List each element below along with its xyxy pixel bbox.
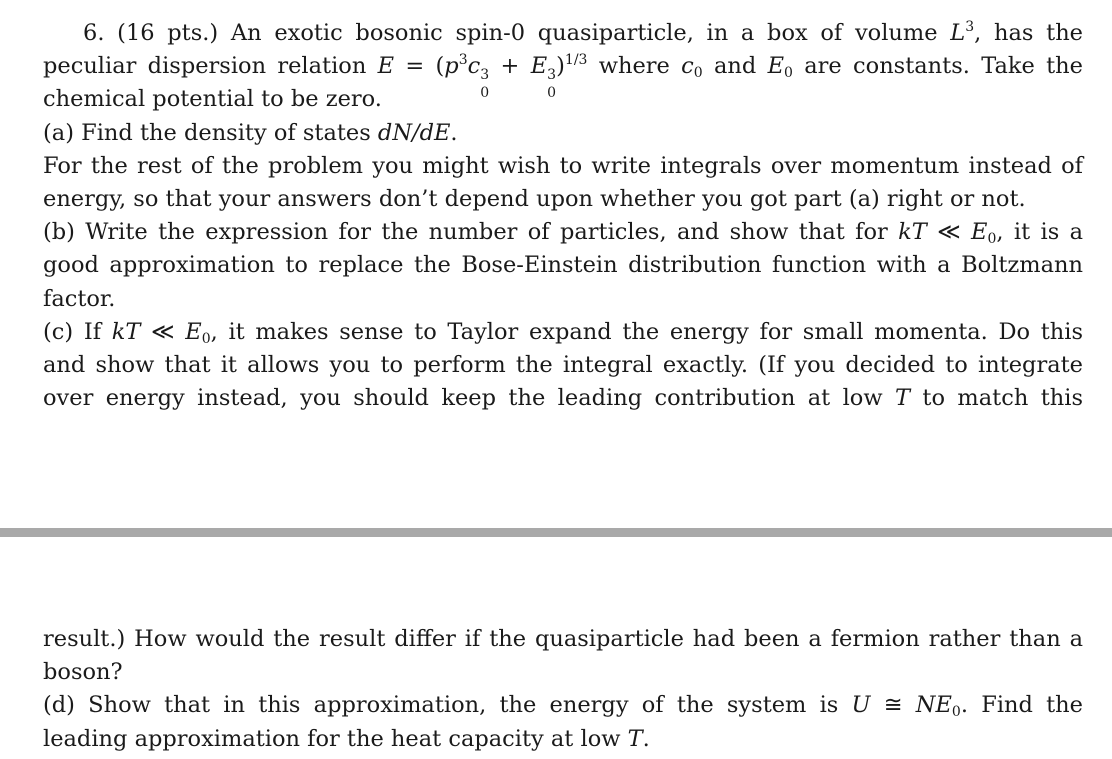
problem-line-14: boson? xyxy=(43,659,123,686)
problem-line-9: factor. xyxy=(43,285,116,312)
problem-line-8: good approximation to replace the Bose-Einstein distribution function with a Boltzmann xyxy=(43,252,1083,279)
problem-line-6: energy, so that your answers don’t depend upon whether you got part (a) right or not. xyxy=(43,185,1026,212)
problem-line-3: chemical potential to be zero. xyxy=(43,86,382,113)
problem-line-10: (c) If kT ≪ $E_0$, it makes sense to Taylor expand the energy for small momenta. Do this xyxy=(43,318,1083,347)
problem-line-1: 6. (16 pts.) An exotic bosonic spin-0 quasiparticle, in a box of volume $L^3$, has the xyxy=(83,19,1083,46)
problem-text-top xyxy=(43,17,1083,415)
page-divider xyxy=(0,528,1112,537)
problem-line-4: (a) Find the density of states dN/dE. xyxy=(43,119,458,146)
problem-line-12: over energy instead, you should keep the leading contribution at low T to match this xyxy=(43,385,1083,412)
problem-line-7: (b) Write the expression for the number of particles, and show that for kT ≪ $E_0$, it is a xyxy=(43,219,1084,248)
problem-text-bottom xyxy=(43,623,1083,756)
problem-line-5: For the rest of the problem you might wish to write integrals over momentum instead of xyxy=(43,152,1083,179)
problem-line-11: and show that it allows you to perform the integral exactly. (If you decided to integrate xyxy=(43,351,1083,378)
problem-line-13: result.) How would the result differ if the quasiparticle had been a fermion rather than a xyxy=(43,626,1083,652)
problem-line-16: leading approximation for the heat capacity at low T. xyxy=(43,725,650,752)
problem-line-15: (d) Show that in this approximation, the energy of the system is U ≅ $NE_0$. Find the xyxy=(43,692,1083,721)
page-bottom-section xyxy=(0,537,1112,759)
problem-line-2: peculiar dispersion relation $E = (p^3c$ 3 0 + E 3 0 )$^{1/3}$ where $c_0$ and $E_0$ are constants. Take the xyxy=(43,52,1083,102)
